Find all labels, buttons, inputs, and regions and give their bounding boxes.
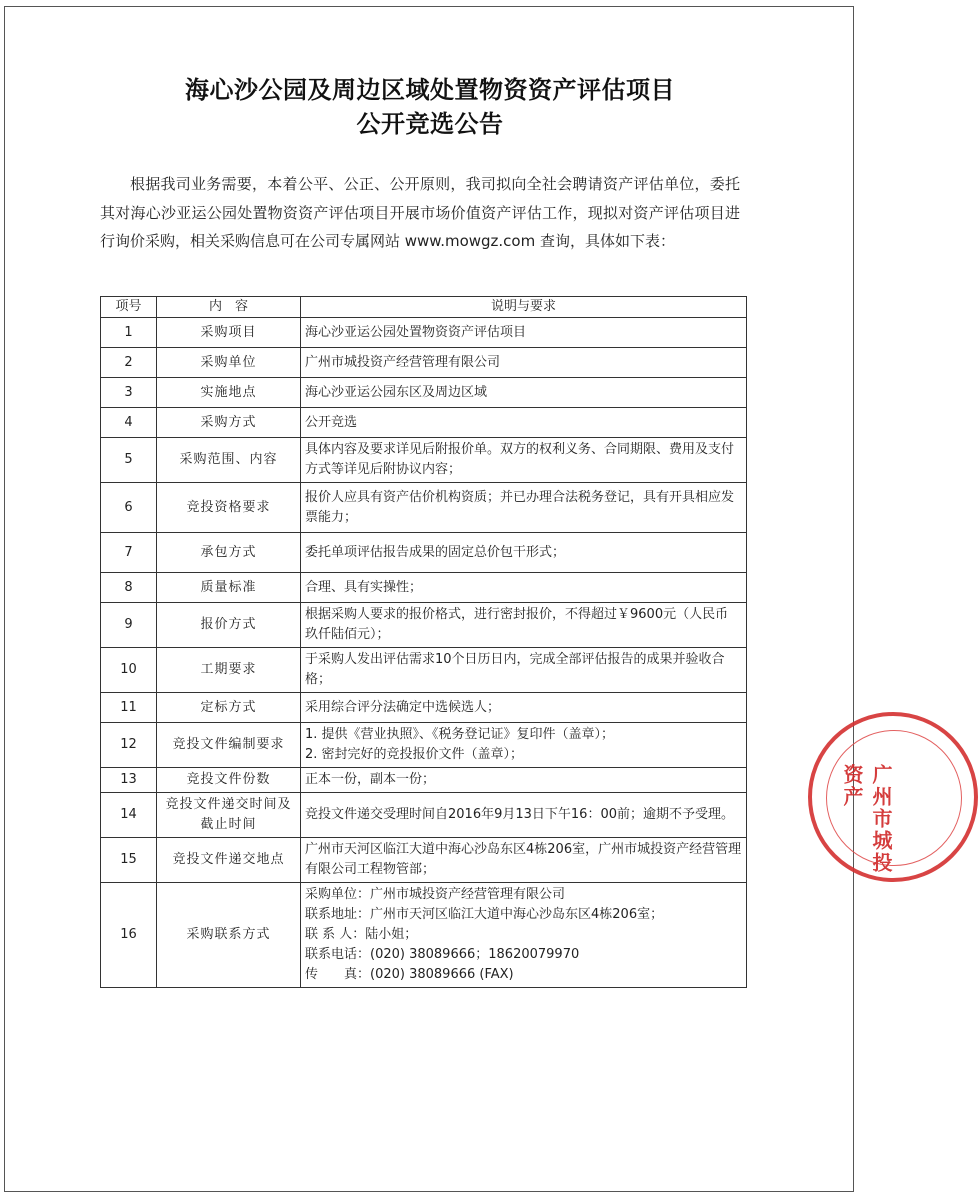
- table-row: [101, 438, 747, 483]
- company-seal: [808, 712, 978, 882]
- row-description: [301, 573, 747, 603]
- row-number: 4: [101, 408, 157, 438]
- description-line: 于采购人发出评估需求10个日历日内，完成全部评估报告的成果并验收合格；: [305, 652, 725, 687]
- description-line: 海心沙亚运公园处置物资资产评估项目: [305, 324, 527, 340]
- description-line: 广州市天河区临江大道中海心沙岛东区4栋206室，广州市城投资产经营管理有限公司工程物管部；: [305, 842, 742, 877]
- row-description: [301, 693, 747, 723]
- row-item: 竞投文件编制要求: [157, 723, 301, 768]
- row-number: 2: [101, 348, 157, 378]
- row-number: 11: [101, 693, 157, 723]
- row-number: 1: [101, 318, 157, 348]
- description-line: 联系地址：广州市天河区临江大道中海心沙岛东区4栋206室；: [305, 907, 664, 922]
- description-line: 联系电话：(020) 38089666；18620079970: [305, 947, 580, 962]
- description-line: 报价人应具有资产估价机构资质；并已办理合法税务登记，具有开具相应发票能力；: [305, 489, 735, 525]
- description-line: 1. 提供《营业执照》、《税务登记证》复印件（盖章）；: [305, 727, 615, 742]
- row-number: 16: [101, 883, 157, 988]
- row-description: [301, 483, 747, 533]
- row-description: [301, 408, 747, 438]
- table-row: [101, 693, 747, 723]
- row-number: 15: [101, 838, 157, 883]
- table-row: [101, 723, 747, 768]
- row-number: 3: [101, 378, 157, 408]
- table-row: [101, 348, 747, 378]
- row-item: 质量标准: [157, 573, 301, 603]
- intro-text: 根据我司业务需要，本着公平、公正、公开原则，我司拟向全社会聘请资产评估单位，委托其对海心沙亚运公园处置物资资产评估项目开展市场价值资产评估工作，现拟对资产评估项目进行询价采购，相关采购信息可在公司专属网站 www.mowgz.com 查询，具体如下表：: [100, 175, 740, 250]
- row-number: 5: [101, 438, 157, 483]
- description-line: 采用综合评分法确定中选候选人；: [305, 699, 501, 715]
- table-row: [101, 573, 747, 603]
- row-item: 报价方式: [157, 603, 301, 648]
- description-line: 委托单项评估报告成果的固定总价包干形式；: [305, 544, 566, 560]
- description-line: 正本一份，副本一份；: [305, 772, 436, 787]
- row-item: 实施地点: [157, 378, 301, 408]
- row-description: [301, 348, 747, 378]
- description-line: 2. 密封完好的竞投报价文件（盖章）；: [305, 747, 524, 762]
- row-number: 13: [101, 768, 157, 793]
- row-item: 采购方式: [157, 408, 301, 438]
- row-description: [301, 648, 747, 693]
- description-line: 海心沙亚运公园东区及周边区域: [305, 384, 488, 400]
- row-description: [301, 793, 747, 838]
- table-row: [101, 838, 747, 883]
- row-item: 采购范围、内容: [157, 438, 301, 483]
- procurement-table: [100, 296, 747, 988]
- description-line: 公开竞选: [305, 414, 358, 430]
- row-description: [301, 723, 747, 768]
- row-item: 采购单位: [157, 348, 301, 378]
- row-item: 采购联系方式: [157, 883, 301, 988]
- table-row: [101, 883, 747, 988]
- row-number: 14: [101, 793, 157, 838]
- seal-text: 广州市城投资产: [840, 764, 893, 874]
- row-description: [301, 533, 747, 573]
- table-row: [101, 603, 747, 648]
- header-content: 内 容: [157, 297, 301, 318]
- header-item-no: 项号: [101, 297, 157, 318]
- row-description: [301, 318, 747, 348]
- table-row: [101, 768, 747, 793]
- table-header-row: [101, 297, 747, 318]
- table-body: [101, 318, 747, 988]
- row-number: 8: [101, 573, 157, 603]
- row-description: [301, 838, 747, 883]
- table-row: [101, 793, 747, 838]
- row-item: 采购项目: [157, 318, 301, 348]
- row-number: 7: [101, 533, 157, 573]
- description-line: 广州市城投资产经营管理有限公司: [305, 354, 501, 370]
- row-item: 竞投文件递交时间及截止时间: [157, 793, 301, 838]
- row-item: 工期要求: [157, 648, 301, 693]
- row-number: 9: [101, 603, 157, 648]
- description-line: 采购单位：广州市城投资产经营管理有限公司: [305, 887, 566, 902]
- description-line: 联 系 人：陆小姐；: [305, 927, 418, 942]
- row-item: 竞投文件份数: [157, 768, 301, 793]
- document-title: 海心沙公园及周边区域处置物资资产评估项目: [185, 75, 675, 104]
- row-number: 6: [101, 483, 157, 533]
- table-row: [101, 378, 747, 408]
- row-description: [301, 378, 747, 408]
- row-description: [301, 768, 747, 793]
- row-number: 10: [101, 648, 157, 693]
- row-item: 定标方式: [157, 693, 301, 723]
- row-number: 12: [101, 723, 157, 768]
- description-line: 合理、具有实操性；: [305, 579, 423, 595]
- row-item: 竞投资格要求: [157, 483, 301, 533]
- table-row: [101, 648, 747, 693]
- description-line: 具体内容及要求详见后附报价单。双方的权利义务、合同期限、费用及支付方式等详见后附协议内容；: [305, 442, 735, 477]
- row-description: [301, 438, 747, 483]
- row-description: [301, 883, 747, 988]
- table-row: [101, 533, 747, 573]
- row-description: [301, 603, 747, 648]
- row-item: 承包方式: [157, 533, 301, 573]
- description-line: 根据采购人要求的报价格式，进行密封报价，不得超过￥9600元（人民币 玖仟陆佰元）；: [305, 607, 729, 642]
- description-line: 竞投文件递交受理时间自2016年9月13日下午16：00前；逾期不予受理。: [305, 807, 734, 822]
- row-item: 竞投文件递交地点: [157, 838, 301, 883]
- table-row: [101, 483, 747, 533]
- intro-paragraph: [100, 170, 740, 256]
- document-subtitle: 公开竞选公告: [356, 109, 504, 138]
- table-row: [101, 318, 747, 348]
- description-line: 传 真：(020) 38089666 (FAX): [305, 967, 514, 982]
- header-description: 说明与要求: [301, 297, 747, 318]
- table-row: [101, 408, 747, 438]
